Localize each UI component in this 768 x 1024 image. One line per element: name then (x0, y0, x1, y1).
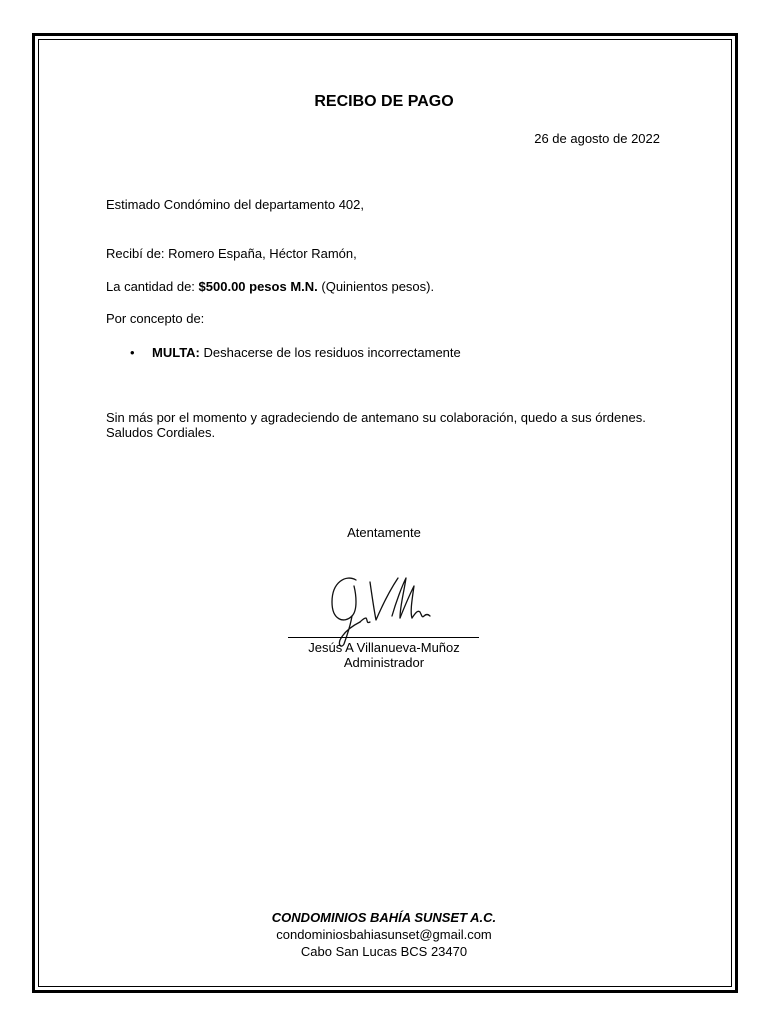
closing-paragraph: Sin más por el momento y agradeciendo de antemano su colaboración, quedo a sus órdenes. Saludos Cordiales. (106, 410, 646, 440)
footer-address: Cabo San Lucas BCS 23470 (300, 944, 468, 959)
greeting: Estimado Condómino del departamento 402, (106, 197, 364, 212)
concept-label: Por concepto de: (106, 311, 205, 326)
valediction: Atentamente (347, 525, 421, 540)
bullet-icon: • (130, 345, 135, 360)
document-date: 26 de agosto de 2022 (534, 131, 660, 146)
amount-line (106, 279, 434, 294)
concept-item-text: Deshacerse de los residuos incorrectamente (199, 345, 461, 360)
amount-prefix: La cantidad de: (106, 279, 199, 294)
received-from: Recibí de: Romero España, Héctor Ramón, (106, 246, 357, 261)
footer-company: CONDOMINIOS BAHÍA SUNSET A.C. (271, 910, 497, 925)
signer-name: Jesús A Villanueva-Muñoz (308, 640, 460, 655)
footer-email: condominiosbahiasunset@gmail.com (276, 927, 492, 942)
amount-value: $500.00 pesos M.N. (198, 279, 318, 294)
signature-line (288, 637, 479, 638)
page-border-inner (38, 39, 732, 987)
signer-role: Administrador (343, 655, 425, 670)
amount-suffix: (Quinientos pesos). (317, 279, 435, 294)
document-title: RECIBO DE PAGO (314, 93, 454, 110)
concept-item-label: MULTA: (152, 345, 200, 360)
concept-list-item (130, 345, 461, 360)
